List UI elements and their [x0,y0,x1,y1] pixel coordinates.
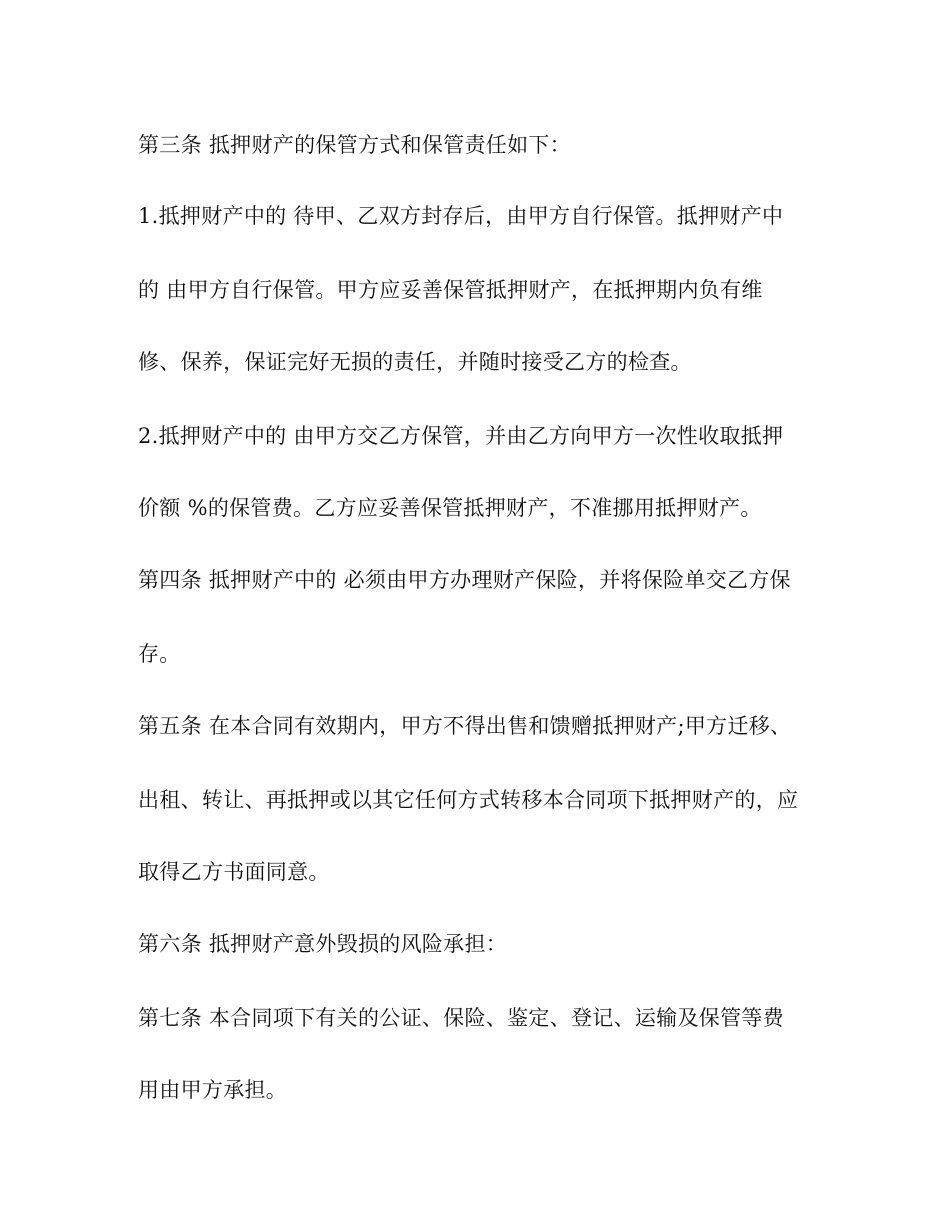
article-3-item-2-line-2: 价额 %的保管费。乙方应妥善保管抵押财产，不准挪用抵押财产。 [138,496,762,520]
article-3-item-2-line-1: 2.抵押财产中的 由甲方交乙方保管，并由乙方向甲方一次性收取抵押 [138,424,784,448]
article-3-item-1-line-1: 1.抵押财产中的 待甲、乙双方封存后，由甲方自行保管。抵押财产中 [138,204,784,228]
article-5-line-1: 第五条 在本合同有效期内，甲方不得出售和馈赠抵押财产;甲方迁移、 [138,714,792,738]
article-3-item-1-line-2: 的 由甲方自行保管。甲方应妥善保管抵押财产，在抵押期内负有维 [138,278,763,302]
article-4-line-2: 存。 [138,642,181,666]
article-3-item-1-line-3: 修、保养，保证完好无损的责任，并随时接受乙方的检查。 [138,350,692,374]
article-5-line-3: 取得乙方书面同意。 [138,860,330,884]
article-3-heading: 第三条 抵押财产的保管方式和保管责任如下： [138,133,571,157]
article-4-line-1: 第四条 抵押财产中的 必须由甲方办理财产保险，并将保险单交乙方保 [138,568,791,592]
article-6-line-1: 第六条 抵押财产意外毁损的风险承担： [138,932,508,956]
article-7-line-1: 第七条 本合同项下有关的公证、保险、鉴定、登记、运输及保管等费 [138,1006,784,1030]
article-7-line-2: 用由甲方承担。 [138,1078,288,1102]
article-5-line-2: 出租、转让、再抵押或以其它任何方式转移本合同项下抵押财产的，应 [138,788,799,812]
